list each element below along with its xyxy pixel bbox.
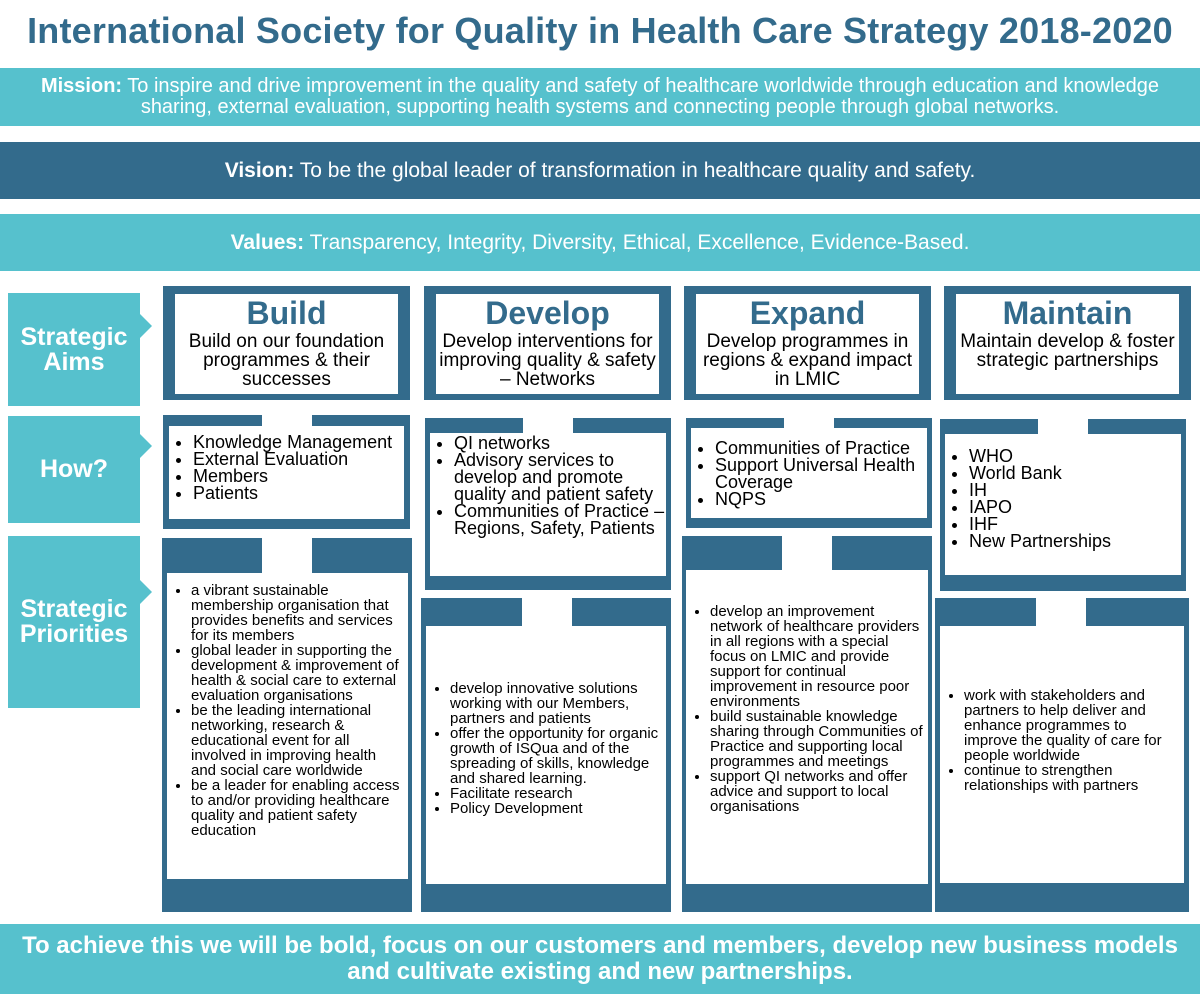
how-card-develop — [430, 433, 666, 576]
how-list — [430, 435, 666, 537]
aim-card-build — [175, 294, 398, 394]
footer-banner — [0, 924, 1200, 994]
list-item: • World Bank — [969, 465, 1181, 482]
list-item: • be a leader for enabling access to and/or providing healthcare quality and patient safety education — [191, 778, 404, 838]
priorities-card-maintain — [940, 626, 1184, 883]
list-item: • build sustainable knowledge sharing through Communities of Practice and supporting local programmes and meetings — [710, 709, 924, 769]
list-item: • continue to strengthen relationships with partners — [964, 763, 1180, 793]
arrow-right-icon — [140, 314, 152, 338]
list-item: • IHF — [969, 516, 1181, 533]
aim-heading: Maintain — [1002, 295, 1133, 331]
list-item: • a vibrant sustainable membership organisation that provides benefits and services for its members — [191, 583, 404, 643]
list-item: • Advisory services to develop and promote quality and patient safety — [454, 452, 666, 503]
values-band — [0, 214, 1200, 271]
mission-text: To inspire and drive improvement in the quality and safety of healthcare worldwide through education and knowledge sharing, external evaluation, supporting health systems and connecting people through global networks. — [127, 75, 1160, 118]
aim-text: Maintain develop & foster strategic partnerships — [960, 331, 1175, 371]
row-label-text: Strategic Priorities — [19, 595, 129, 648]
priorities-list — [686, 604, 924, 814]
frame-notch — [782, 536, 832, 570]
page-title: International Society for Quality in Health Care Strategy 2018-2020 — [27, 10, 1173, 51]
vision-text: To be the global leader of transformation in healthcare quality and safety. — [299, 158, 976, 182]
values-label: Values: — [230, 230, 305, 254]
list-item: • Communities of Practice — [715, 440, 927, 457]
frame-notch — [1038, 419, 1088, 434]
how-list — [945, 448, 1181, 550]
list-item: • Members — [193, 468, 404, 485]
list-item: • Support Universal Health Coverage — [715, 457, 927, 491]
priorities-card-develop — [426, 626, 666, 884]
how-card-build — [169, 426, 404, 519]
list-item: • WHO — [969, 448, 1181, 465]
frame-notch — [784, 418, 834, 428]
row-label-text: Strategic Aims — [20, 322, 128, 376]
mission-label: Mission: — [40, 75, 123, 97]
list-item: • offer the opportunity for organic growth of ISQua and of the spreading of skills, knowledge and shared learning. — [450, 726, 664, 786]
priorities-card-expand — [686, 570, 928, 884]
list-item: • Policy Development — [450, 801, 664, 816]
frame-notch — [262, 538, 312, 573]
list-item: • IH — [969, 482, 1181, 499]
arrow-right-icon — [140, 580, 152, 604]
frame-notch — [523, 418, 573, 433]
aim-card-expand — [696, 294, 919, 394]
list-item: • Facilitate research — [450, 786, 664, 801]
list-item: • QI networks — [454, 435, 666, 452]
priorities-list — [167, 583, 404, 838]
list-item: • External Evaluation — [193, 451, 404, 468]
list-item: • New Partnerships — [969, 533, 1181, 550]
list-item: • develop an improvement network of healthcare providers in all regions with a special focus on LMIC and provide support for continual improvement in resource poor environments — [710, 604, 924, 709]
list-item: • Patients — [193, 485, 404, 502]
list-item: • work with stakeholders and partners to help deliver and enhance programmes to improve the quality of care for people worldwide — [964, 688, 1180, 763]
row-label-how — [8, 416, 140, 523]
row-label-text: How? — [39, 455, 109, 483]
row-label-strategic-aims — [8, 293, 140, 406]
frame-notch — [1036, 598, 1086, 626]
vision-label: Vision: — [224, 158, 295, 182]
list-item: • NQPS — [715, 491, 927, 508]
list-item: • Knowledge Management — [193, 434, 404, 451]
aim-card-develop — [436, 294, 659, 394]
how-card-maintain — [945, 434, 1181, 575]
list-item: • support QI networks and offer advice and support to local organisations — [710, 769, 924, 814]
aim-card-maintain — [956, 294, 1179, 394]
footer-text: To achieve this we will be bold, focus on our customers and members, develop new business models and cultivate existing and new partnerships. — [22, 932, 1178, 985]
row-label-strategic-priorities — [8, 536, 140, 708]
aim-heading: Develop — [485, 295, 610, 331]
how-list — [691, 440, 927, 508]
values-text: Transparency, Integrity, Diversity, Ethical, Excellence, Evidence-Based. — [309, 230, 970, 254]
arrow-right-icon — [140, 434, 152, 458]
aim-text: Develop interventions for improving quality & safety – Networks — [439, 331, 656, 390]
priorities-list — [940, 688, 1180, 793]
frame-notch — [522, 598, 572, 626]
priorities-list — [426, 681, 664, 816]
aim-heading: Build — [246, 295, 327, 331]
list-item: • develop innovative solutions working with our Members, partners and patients — [450, 681, 664, 726]
list-item: • IAPO — [969, 499, 1181, 516]
vision-band — [0, 142, 1200, 199]
priorities-card-build — [167, 573, 408, 879]
list-item: • Communities of Practice – Regions, Safety, Patients — [454, 503, 666, 537]
how-list — [169, 434, 404, 502]
aim-text: Build on our foundation programmes & their successes — [188, 331, 385, 390]
list-item: • be the leading international networking, research & educational event for all involved in improving health and social care worldwide — [191, 703, 404, 778]
aim-text: Develop programmes in regions & expand impact in LMIC — [702, 331, 913, 390]
aim-heading: Expand — [749, 295, 866, 331]
list-item: • global leader in supporting the development & improvement of health & social care to external evaluation organisations — [191, 643, 404, 703]
how-card-expand — [691, 428, 927, 518]
mission-band — [0, 68, 1200, 126]
